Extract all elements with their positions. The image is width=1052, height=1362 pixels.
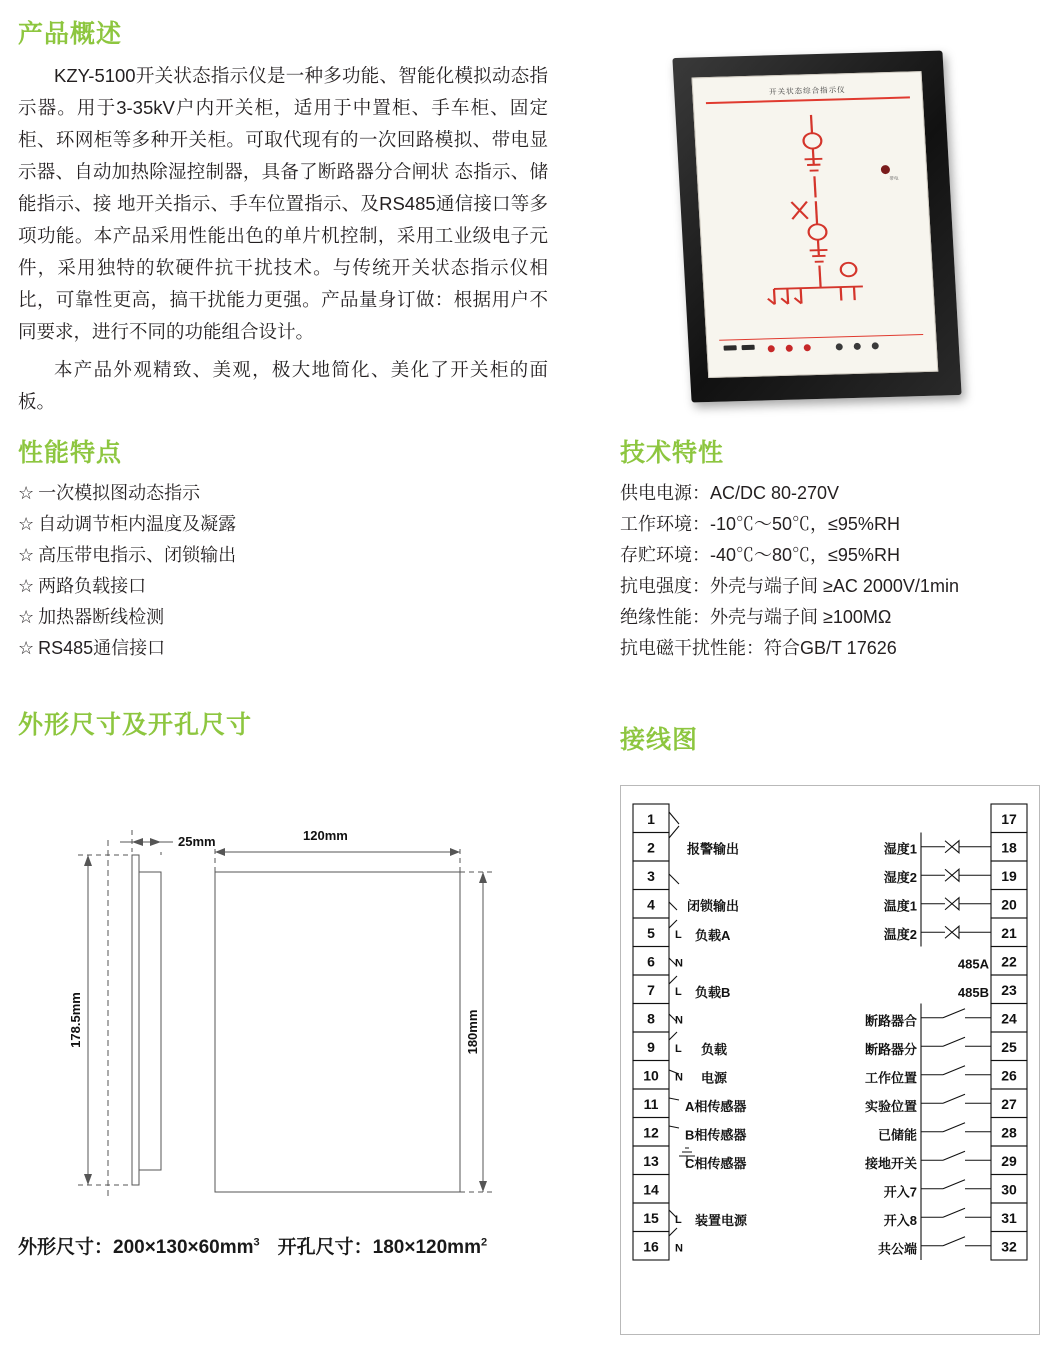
led-service (854, 343, 861, 350)
dim-panel-height-label: 178.5mm (68, 992, 83, 1048)
feature-label: RS485通信接口 (38, 638, 166, 658)
wiring-label: 已储能 (877, 1127, 917, 1143)
section-title-tech: 技术特性 (620, 439, 725, 467)
led-charged (804, 344, 811, 351)
feature-label: 一次模拟图动态指示 (38, 483, 201, 503)
list-item (18, 540, 538, 571)
list-item: 抗电强度：外壳与端子间 ≥AC 2000V/1min (620, 576, 959, 596)
section-title-dimensions: 外形尺寸及开孔尺寸 (18, 711, 253, 739)
wiring-label: 485B (957, 985, 989, 1000)
terminal-number: 27 (1001, 1096, 1017, 1112)
wiring-label: 共公端 (877, 1241, 917, 1257)
wiring-label: 报警输出 (687, 841, 740, 857)
dim-cut-height-label: 180mm (465, 1009, 480, 1055)
section-title-overview: 产品概述 (18, 20, 123, 48)
wiring-label: 温度1 (883, 898, 917, 914)
wiring-label: 温度2 (883, 927, 917, 942)
list-item (18, 602, 538, 633)
terminal-ln-marker: L (675, 986, 682, 998)
wiring-diagram (620, 785, 1040, 1335)
feature-label: 自动调节柜内温度及凝露 (38, 514, 237, 534)
terminal-number: 23 (1001, 982, 1017, 998)
list-item: 抗电磁干扰性能：符合GB/T 17626 (620, 638, 897, 658)
led-indicator-row (723, 339, 920, 358)
wiring-label: 断路器合 (864, 1013, 917, 1029)
wiring-label: 接地开关 (864, 1156, 917, 1171)
wiring-label: 电源 (701, 1070, 728, 1086)
wiring-label: 开入8 (883, 1213, 917, 1228)
terminal-number: 3 (647, 868, 655, 884)
terminal-ln-marker: L (675, 929, 682, 941)
tech-spec-list (620, 478, 1050, 664)
mimic-diagram (708, 106, 920, 332)
wiring-label: 装置电源 (695, 1213, 748, 1228)
terminal-number: 15 (643, 1210, 659, 1226)
terminal-number: 14 (643, 1181, 659, 1198)
terminal-ln-marker: L (675, 1043, 682, 1055)
terminal-number: 6 (647, 953, 655, 970)
terminal-number: 31 (1001, 1210, 1017, 1226)
terminal-number: 26 (1001, 1067, 1017, 1084)
star-icon: ☆ (18, 483, 35, 503)
terminal-number: 8 (647, 1010, 655, 1027)
terminal-number: 13 (643, 1153, 659, 1169)
star-icon: ☆ (18, 607, 35, 627)
list-item: 存贮环境：-40℃～80℃，≤95%RH (620, 545, 900, 565)
terminal-number: 29 (1001, 1153, 1017, 1169)
led-close (768, 345, 775, 352)
terminal-ln-marker: N (675, 1071, 683, 1084)
terminal-number: 19 (1001, 868, 1017, 884)
device-faceplate (691, 71, 938, 378)
terminal-number: 11 (643, 1096, 659, 1112)
star-icon: ☆ (18, 514, 35, 534)
panel-header-text: 开关状态综合指示仪 (768, 85, 846, 97)
wiring-label: 闭锁输出 (687, 898, 740, 914)
wiring-label: 湿度2 (883, 870, 917, 885)
terminal-number: 5 (647, 925, 655, 941)
terminal-number: 17 (1001, 811, 1017, 827)
panel-button-1[interactable] (724, 345, 737, 350)
overview-text-block (18, 60, 548, 418)
section-title-wiring: 接线图 (620, 726, 699, 754)
terminal-number: 4 (647, 896, 655, 913)
terminal-number: 9 (647, 1039, 655, 1055)
terminal-number: 18 (1001, 839, 1017, 856)
terminal-number: 22 (1001, 953, 1017, 970)
list-item (18, 509, 538, 540)
outer-dim-sup: 3 (253, 1236, 260, 1249)
feature-label: 高压带电指示、闭锁输出 (38, 545, 237, 565)
wiring-label: 负载A (695, 928, 731, 943)
overview-paragraph-2: 本产品外观精致、美观，极大地简化、美化了开关柜的面板。 (18, 359, 548, 412)
terminal-number: 12 (643, 1124, 659, 1141)
cut-dim-sup: 2 (480, 1236, 488, 1249)
outer-dim-value: 200×130×60mm (113, 1237, 254, 1258)
terminal-number: 1 (647, 811, 655, 827)
terminal-ln-marker: N (675, 1242, 683, 1255)
wiring-label: 负载 (701, 1042, 728, 1057)
terminal-ln-marker: N (675, 1014, 683, 1027)
terminal-number: 28 (1001, 1124, 1017, 1141)
dimension-drawing (40, 800, 550, 1220)
led-test (872, 342, 879, 349)
terminal-number: 32 (1001, 1238, 1017, 1255)
wiring-label: 485A (957, 956, 989, 972)
wiring-label: 湿度1 (883, 841, 917, 857)
wiring-label: C相传感器 (685, 1156, 747, 1171)
panel-button-2[interactable] (742, 345, 755, 350)
dim-cut-width-label: 120mm (303, 828, 348, 843)
wiring-label: 断路器分 (864, 1042, 917, 1057)
terminal-number: 25 (1001, 1039, 1017, 1055)
terminal-number: 10 (643, 1067, 659, 1084)
wiring-label: 负载B (695, 985, 731, 1000)
terminal-number: 2 (647, 839, 655, 856)
star-icon: ☆ (18, 576, 35, 596)
list-item (18, 571, 538, 602)
product-photo (660, 42, 990, 412)
section-title-features: 性能特点 (18, 439, 123, 467)
terminal-number: 16 (643, 1238, 659, 1255)
list-item: 绝缘性能：外壳与端子间 ≥100MΩ (620, 607, 892, 627)
list-item: 工作环境：-10℃～50℃，≤95%RH (620, 514, 900, 534)
cut-dim-value: 180×120mm (372, 1237, 481, 1258)
wiring-label: 实验位置 (864, 1099, 917, 1114)
dimension-caption (18, 1232, 558, 1259)
cut-dim-label: 开孔尺寸： (277, 1237, 373, 1258)
star-icon: ☆ (18, 545, 35, 565)
live-indicator-label: 带电 (889, 175, 899, 181)
outer-dim-label: 外形尺寸： (18, 1237, 114, 1258)
star-icon: ☆ (18, 638, 35, 658)
wiring-label: A相传感器 (685, 1099, 747, 1114)
list-item (18, 633, 538, 664)
terminal-number: 24 (1001, 1010, 1017, 1027)
list-item (18, 478, 538, 509)
terminal-ln-marker: N (675, 957, 683, 970)
wiring-label: B相传感器 (685, 1127, 747, 1143)
wiring-label: 开入7 (883, 1184, 917, 1200)
feature-label: 加热器断线检测 (38, 607, 165, 627)
feature-label: 两路负载接口 (38, 576, 147, 596)
led-earth (836, 343, 843, 350)
terminal-ln-marker: L (675, 1214, 682, 1226)
led-open (786, 345, 793, 352)
terminal-number: 7 (647, 982, 655, 998)
features-list (18, 478, 538, 664)
terminal-number: 30 (1001, 1181, 1017, 1198)
wiring-label: 工作位置 (864, 1070, 917, 1086)
terminal-number: 21 (1001, 925, 1017, 941)
device-bezel (672, 50, 961, 402)
list-item: 供电电源：AC/DC 80-270V (620, 483, 840, 503)
overview-paragraph-1: KZY-5100开关状态指示仪是一种多功能、智能化模拟动态指示器。用于3-35kV户内开关柜，适用于中置柜、手车柜、固定柜、环网柜等多种开关柜。可取代现有的一次回路模拟、带电显示器、自动加热除湿控制器，具备了断路器分合闸状 态指示、储能指示、接 地开关指示、手车位置指示、及RS485通信接口等多项功能。本产品采用性能出色的单片机控制，采用工业级电子元件，采用独特的软硬件抗干扰技术。与传统开关状态指示仪相比，可靠性更高，搞干扰能力更强。产品量身订做：根据用户不同要求，进行不同的功能组合设计。 (18, 65, 548, 342)
terminal-number: 20 (1001, 896, 1017, 913)
dim-depth-label: 25mm (178, 834, 216, 849)
